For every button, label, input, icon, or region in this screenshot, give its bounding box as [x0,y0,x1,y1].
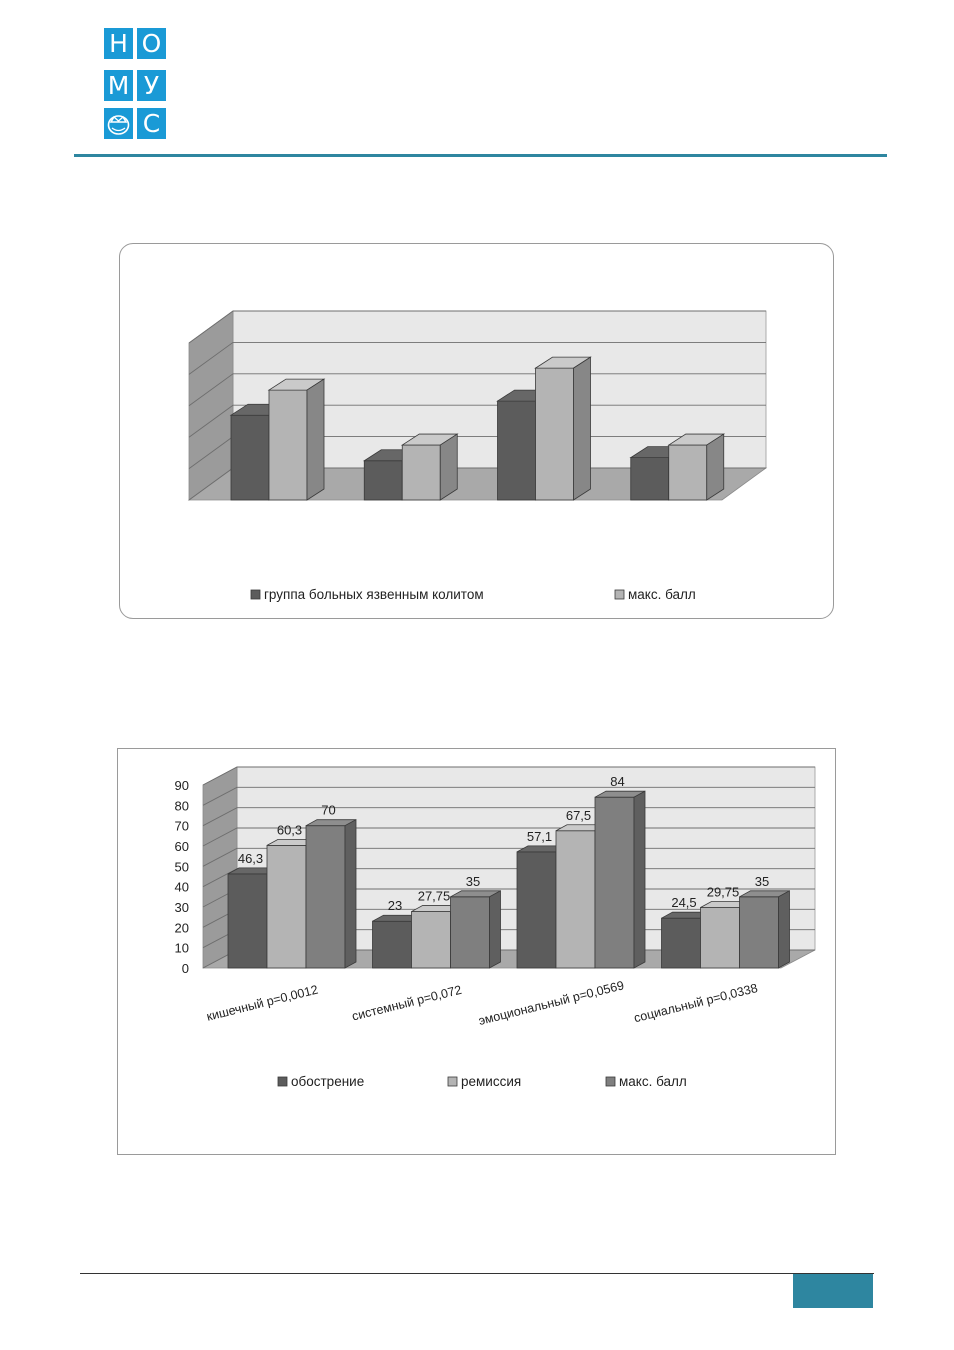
bar-3-1-side [345,820,356,968]
bar-2-4-side [707,434,724,500]
legend-label: обострение [291,1074,365,1089]
data-label: 27,75 [417,888,451,904]
bar-3-1-front [306,826,345,968]
bar-3-4-front [740,897,779,968]
legend-swatch [251,590,260,599]
header-divider [74,154,887,157]
y-tick-label: 0 [181,961,189,976]
category-label: социальный р=0,0338 [632,980,760,1026]
logo-tile: У [137,70,166,101]
bar-2-3-front [556,831,595,968]
bar-2-2 [402,434,457,500]
bar-1-4-front [631,458,669,500]
data-label: 57,1 [526,828,553,844]
page-number-box [793,1274,873,1308]
bar-2-1 [269,379,324,500]
bar-3-3-front [595,797,634,968]
bar-3-2-front [451,897,490,968]
y-tick-label: 10 [174,940,189,956]
bar-1-1-front [231,415,269,500]
data-label: 67,5 [565,807,592,823]
bar-1-3-front [517,852,556,968]
chart-1-frame [119,243,834,619]
bar-2-1-side [307,379,324,500]
bar-3-3 [595,791,645,968]
bar-2-1-front [269,390,307,500]
data-label: 46,3 [237,850,264,866]
data-label: 70 [321,802,336,818]
category-label: кишечный р=0,0012 [205,982,320,1024]
data-label: 23 [387,898,403,914]
data-label: 35 [754,873,770,889]
legend-swatch [606,1077,615,1086]
bar-1-2-front [364,461,402,500]
bar-2-2-front [402,445,440,500]
category-label: системный р=0,072 [350,982,464,1024]
legend-swatch [278,1077,287,1086]
logo-tile: О [137,28,166,59]
legend-label: ремиссия [461,1074,522,1089]
y-tick-label: 90 [174,778,189,793]
y-tick-label: 20 [174,920,189,936]
data-label: 29,75 [706,884,740,900]
bar-2-2-front [412,912,451,968]
chart-side-wall [189,311,233,500]
y-tick-label: 80 [174,798,189,814]
logo-tile: С [137,108,166,139]
legend-label: макс. балл [619,1074,687,1089]
bar-2-4 [669,434,724,500]
data-label: 24,5 [671,895,697,911]
y-tick-label: 70 [174,818,189,834]
bar-2-3 [536,357,591,500]
bar-3-2 [451,891,501,968]
bar-3-1 [306,820,356,968]
bar-2-4-front [701,908,740,968]
chart-2-frame [117,748,836,1155]
y-tick-label: 30 [174,900,189,915]
data-label: 35 [465,873,481,889]
legend-swatch [615,590,624,599]
bar-3-2-side [490,891,501,968]
legend-label: макс. балл [628,587,696,602]
logo-tile: Н [104,28,133,59]
bar-1-4-front [662,918,701,968]
y-tick-label: 60 [174,839,189,854]
nomus-logo [104,28,166,142]
chart-1 [120,244,835,620]
data-label: 84 [610,774,625,790]
category-label: эмоциональный р=0,0569 [477,978,626,1028]
chart-2 [118,749,837,1156]
bar-3-4-side [779,891,790,968]
bar-1-1-front [228,874,267,968]
bar-3-3-side [634,791,645,968]
bar-2-1-front [267,845,306,968]
bar-1-3-front [498,401,536,500]
emblem-icon [104,108,133,139]
bar-2-4-front [669,445,707,500]
legend-swatch [448,1077,457,1086]
bar-3-4 [740,891,790,968]
bar-2-2-side [440,434,457,500]
y-tick-label: 40 [174,879,189,895]
bar-1-2-front [373,921,412,968]
logo-tile: М [104,70,133,101]
data-label: 60,3 [276,822,303,838]
legend-label: группа больных язвенным колитом [264,587,484,602]
bar-2-3-front [536,368,574,500]
y-tick-label: 50 [174,859,189,875]
footer-divider [80,1273,874,1274]
bar-2-3-side [574,357,591,500]
